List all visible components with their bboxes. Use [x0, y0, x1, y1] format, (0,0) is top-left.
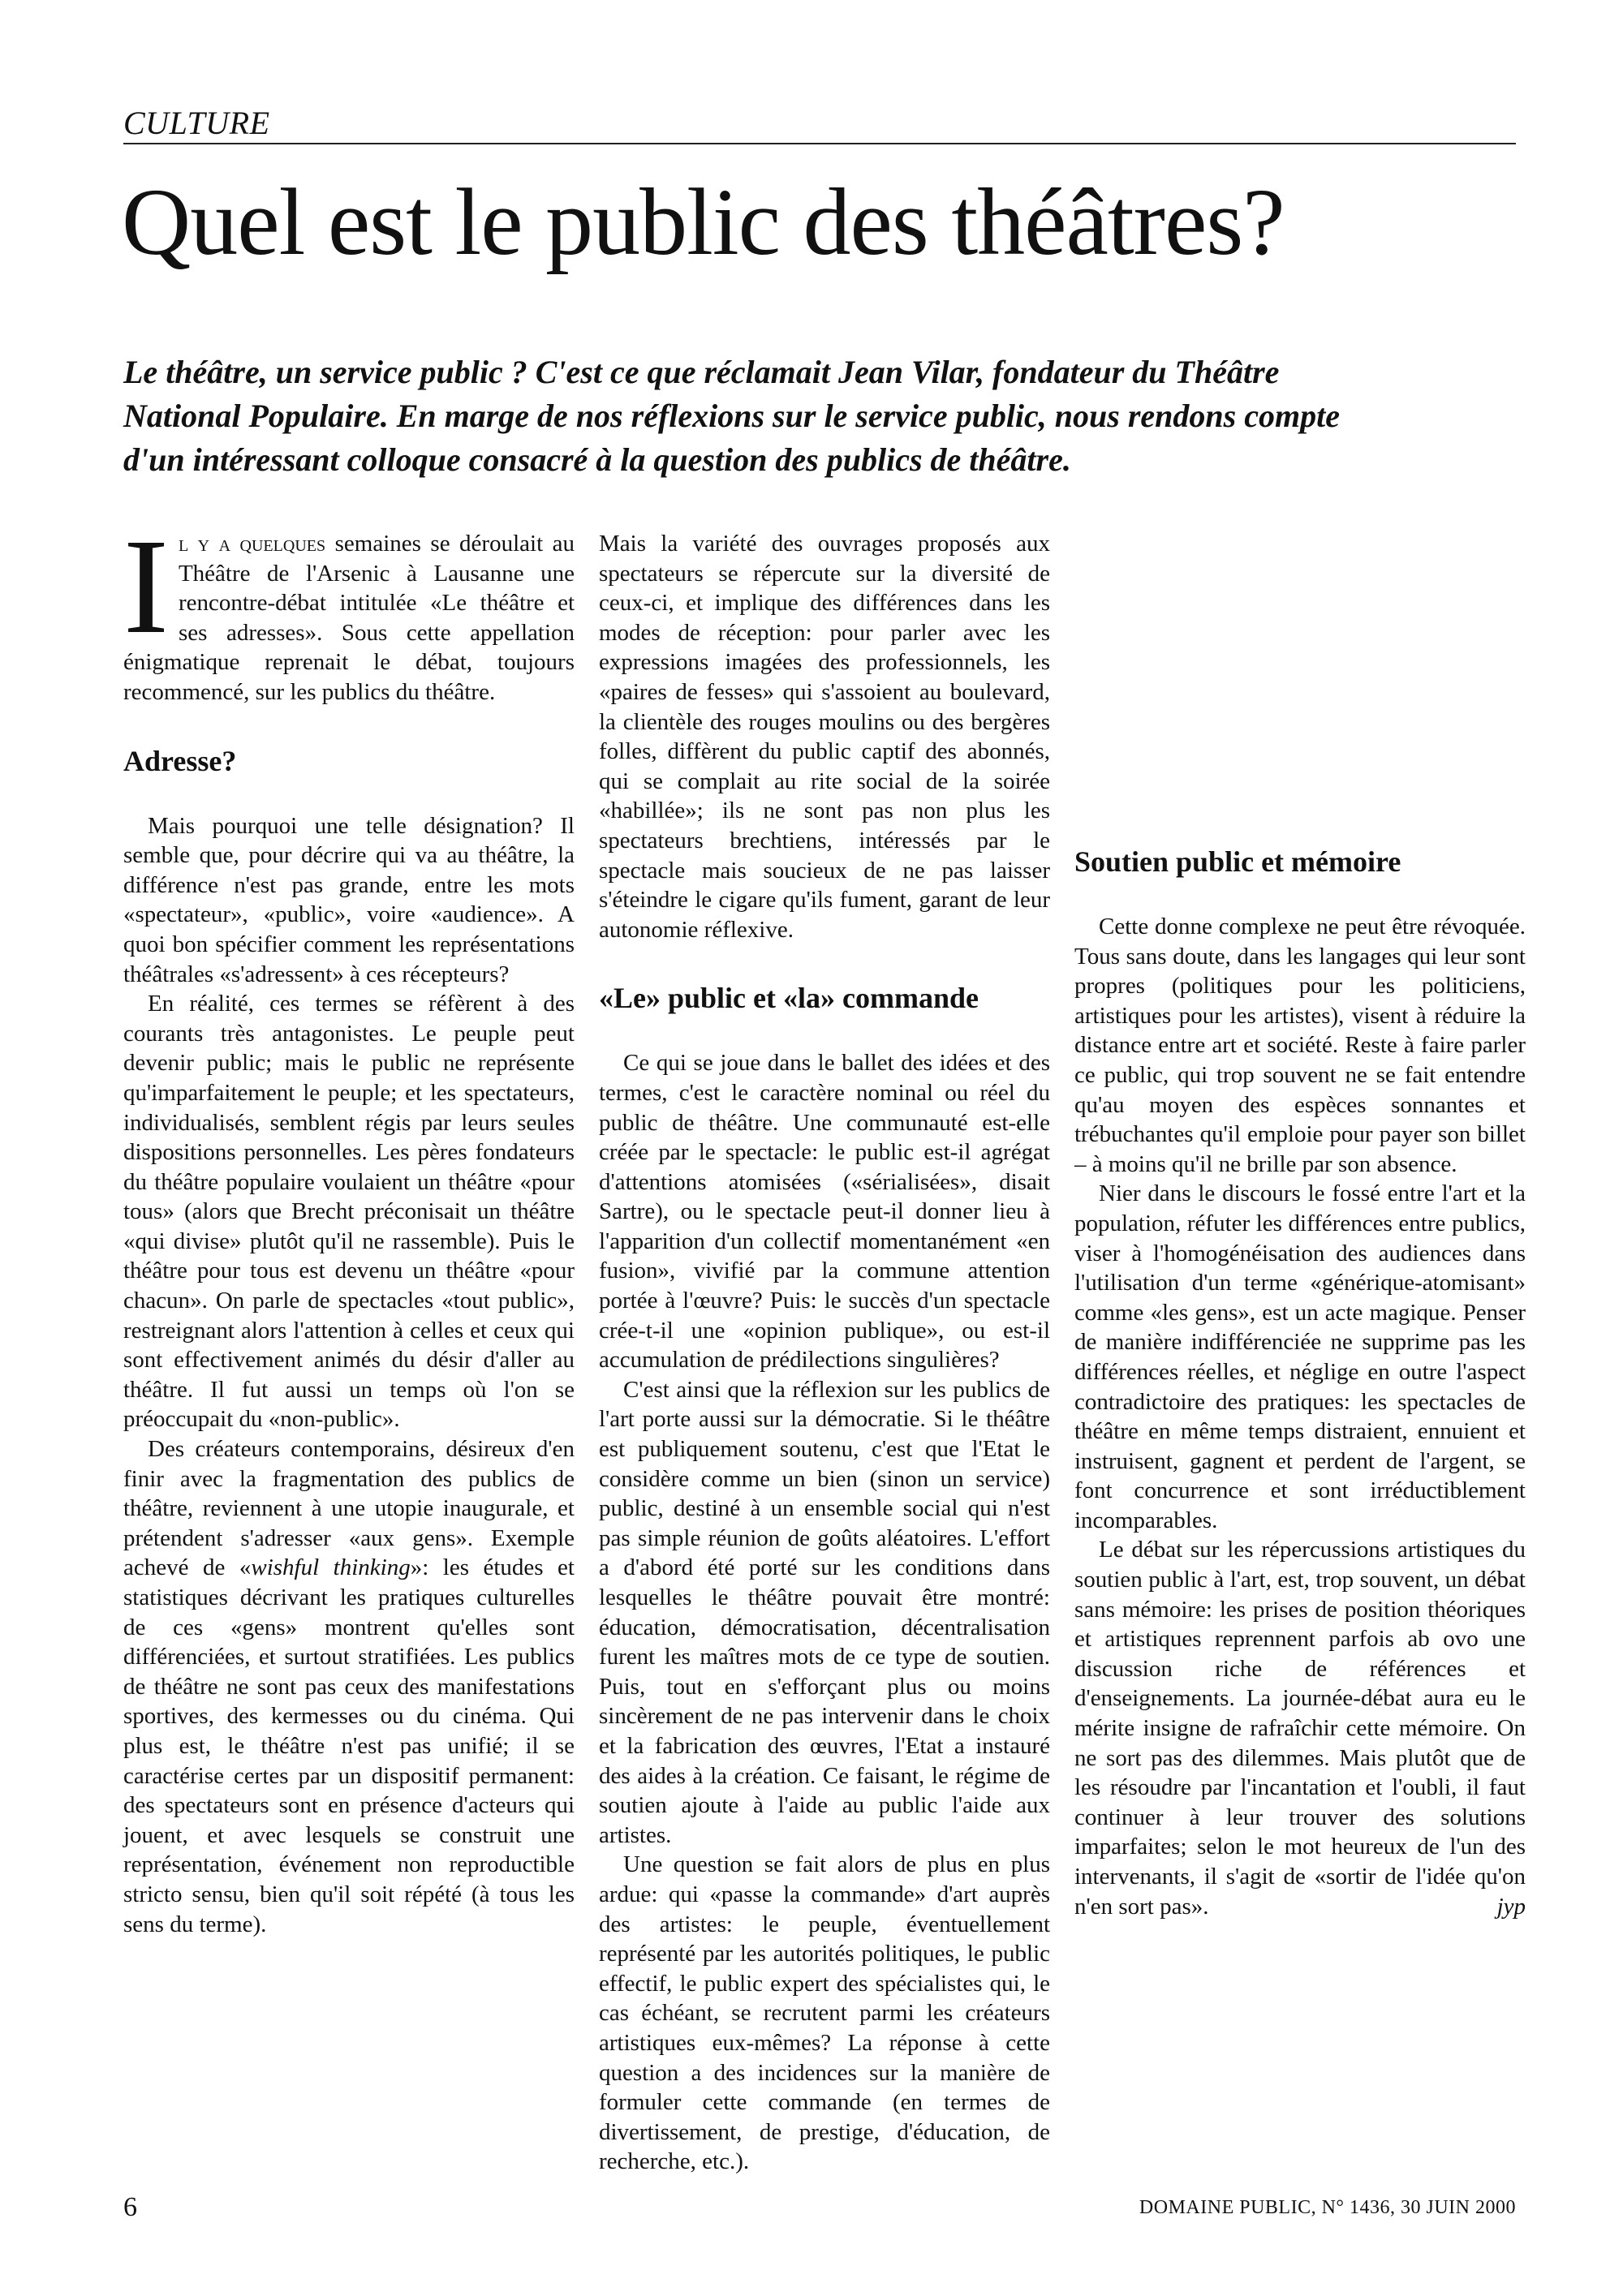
paragraph-11-text: Le débat sur les répercussions artistiques du soutien public à l'art, est, trop souvent, un débat sans mémoire: les prises de position théoriques et artistiques reprennent parfois ab ovo une discussion riche de références et d'enseignements. La journée-débat aura eu le mérite insigne de rafraîchir cette mémoire. On ne sort pas des dilemmes. Mais plutôt que de les résoudre par l'incantation et l'oubli, il faut continuer à leur trouver des solutions imparfaites; selon le mot heureux de l'un des intervenants, il s'agit de «sortir de l'idée qu'on n'en sort pas».	[1074, 1537, 1526, 1920]
paragraph-4-a: Des créateurs contemporains, désireux d'en finir avec la fragmentation des publics de théâtre, reviennent à une utopie inaugurale, et prétendent s'adresser «aux gens». Exemple achevé de «	[123, 1436, 575, 1581]
paragraph-8: Une question se fait alors de plus en plus ardue: qui «passe la commande» d'art auprès des artistes: le peuple, éventuellement représenté par les autorités politiques, le public effectif, le public expert des spécialistes qui, le cas échéant, se recrutent parmi les créateurs artistiques eux-mêmes? La réponse à cette question a des incidences sur la manière de formuler cette commande (en termes de divertissement, de prestige, d'éducation, de recherche, etc.).	[599, 1851, 1050, 2175]
paragraph-6: Ce qui se joue dans le ballet des idées et des termes, c'est le caractère nominal ou réel du public de théâtre. Une communauté est-elle créée par le spectacle: le public est-il agrégat d'attentions atomisées («sérialisées», disait Sartre), ou le spectacle peut-il donner lieu à l'apparition d'un collectif momentanément «en fusion», vivifié par la commune attention portée à l'œuvre? Puis: le succès d'un spectacle crée-t-il une «opinion publique», ou est-il accumulation de prédilections singulières?	[599, 1050, 1050, 1374]
paragraph-5: Mais la variété des ouvrages proposés aux spectateurs se répercute sur la diversité de ceux-ci, et implique des différences dans les modes de réception: pour parler avec les expressions imagées des professionnels, les «paires de fesses» qui s'assoient au boulevard, la clientèle des rouges moulins ou des bergères folles, diffèrent du public captif des abonnés, qui se complait au rite social de la soirée «habillée»; ils ne sont pas non plus les spectateurs brechtiens, intéressés par le spectacle mais soucieux de ne pas laisser s'éteindre le cigare qu'ils fument, garant de leur autonomie réflexive.	[599, 531, 1050, 943]
subheading-commande: «Le» public et «la» commande	[599, 982, 979, 1015]
paragraph-2: Mais pourquoi une telle désignation? Il semble que, pour décrire qui va au théâtre, la différence n'est pas grande, entre les mots «spectateur», «public», voire «audience». A quoi bon spécifier comment les représentations théâtrales «s'adressent» à ces récepteurs?	[123, 812, 575, 987]
subheading-soutien: Soutien public et mémoire	[1074, 845, 1401, 878]
subheading-adresse: Adresse?	[123, 744, 237, 777]
drop-cap: I	[123, 511, 169, 662]
paragraph-3: En réalité, ces termes se réfèrent à des courants très antagonistes. Le peuple peut devenir public; mais le public ne représente qu'imparfaitement le peuple; et les spectateurs, individualisés, semblent régis par leurs seules dispositions personnelles. Les pères fondateurs du théâtre populaire voulaient un théâtre «pour tous» (alors que Brecht préconisait un théâtre «qui divise» plutôt qu'il ne rassemble). Puis le théâtre pour tous est devenu un théâtre «pour chacun». On parle de spectacles «tout public», restreignant alors l'attention à celles et ceux qui sont effectivement animés du désir d'aller au théâtre. Il fut aussi un temps où l'on se préoccupait du «non-public».	[123, 991, 575, 1433]
paragraph-4	[123, 1434, 575, 1939]
paragraph-9: Cette donne complexe ne peut être révoquée. Tous sans doute, dans les langages qui leur sont propres (politiques pour les politiciens, artistiques pour les artistes), visent à réduire la distance entre art et société. Reste à faire parler ce public, qui trop souvent ne se fait entendre qu'au moyen des espèces sonnantes et trébuchantes qu'il emploie pour payer son billet – à moins qu'il ne brille par son absence.	[1074, 914, 1526, 1177]
author-signature: jyp	[1496, 1893, 1526, 1920]
paragraph-7: C'est ainsi que la réflexion sur les publics de l'art porte aussi sur la démocratie. Si le théâtre est publiquement soutenu, c'est que l'Etat le considère comme un bien (sinon un service) public, destiné à un ensemble social qui n'est pas simple réunion de goûts aléatoires. L'effort a d'abord été porté sur les conditions dans lesquelles le théâtre pouvait être montré: éducation, démocratisation, décentralisation furent les maîtres mots de ce type de soutien. Puis, tout en s'efforçant plus ou moins sincèrement de ne pas intervenir dans le choix et la fabrication des œuvres, l'Etat a instauré des aides à la création. Ce faisant, le régime de soutien ajoute à l'aide au public l'aide aux artistes.	[599, 1376, 1050, 1848]
column-2	[599, 529, 1050, 2184]
paragraph-4-emphasis: wishful thinking	[251, 1554, 411, 1581]
section-label: CULTURE	[123, 105, 270, 141]
publication-info: DOMAINE PUBLIC, N° 1436, 30 JUIN 2000	[1139, 2197, 1516, 2218]
column-3	[1074, 529, 1526, 2184]
paragraph-11	[1074, 1535, 1526, 1921]
column-1	[123, 511, 575, 2184]
paragraph-1-text: semaines se déroulait au Théâtre de l'Arsenic à Lausanne une rencontre-débat intitulée «Le théâtre et ses adresses». Sous cette appellation énigmatique reprenait le débat, toujours recommencé, sur les publics du théâtre.	[123, 531, 575, 705]
paragraph-10: Nier dans le discours le fossé entre l'art et la population, réfuter les différences entre publics, viser à l'homogénéisation des audiences dans l'utilisation d'un terme «générique-atomisant» comme «les gens», est un acte magique. Penser de manière indifférenciée ne supprime pas les différences réelles, et néglige en outre l'aspect contradictoire des pratiques: les spectacles de théâtre en même temps distraient, ennuient et instruisent, gagnent et perdent de l'argent, se font concurrence et sont irréductiblement incomparables.	[1074, 1180, 1526, 1533]
paragraph-4-b: »: les études et statistiques décrivant les pratiques culturelles de ces «gens» montrent qu'elles sont différenciées, et surtout stratifiées. Les publics de théâtre ne sont pas ceux des manifestations sportives, des kermesses ou du cinéma. Qui plus est, le théâtre n'est pas unifié; il se caractérise certes par un dispositif permanent: des spectateurs sont en présence d'acteurs qui jouent, et avec lesquels se construit une représentation, événement non reproductible stricto sensu, bien qu'il soit répété (à tous les sens du terme).	[123, 1554, 575, 1937]
paragraph-1	[123, 511, 575, 707]
article-title: Quel est le public des théâtres?	[122, 169, 1285, 275]
page-number: 6	[123, 2192, 137, 2222]
header-rule	[123, 143, 1516, 144]
lead-smallcaps: l y a quelques	[178, 531, 326, 557]
article-intro: Le théâtre, un service public ? C'est ce que réclamait Jean Vilar, fondateur du Théâtre National Populaire. En marge de nos réflexions sur le service public, nous rendons compte d'un intéressant colloque consacré à la question des publics de théâtre.	[123, 354, 1340, 478]
